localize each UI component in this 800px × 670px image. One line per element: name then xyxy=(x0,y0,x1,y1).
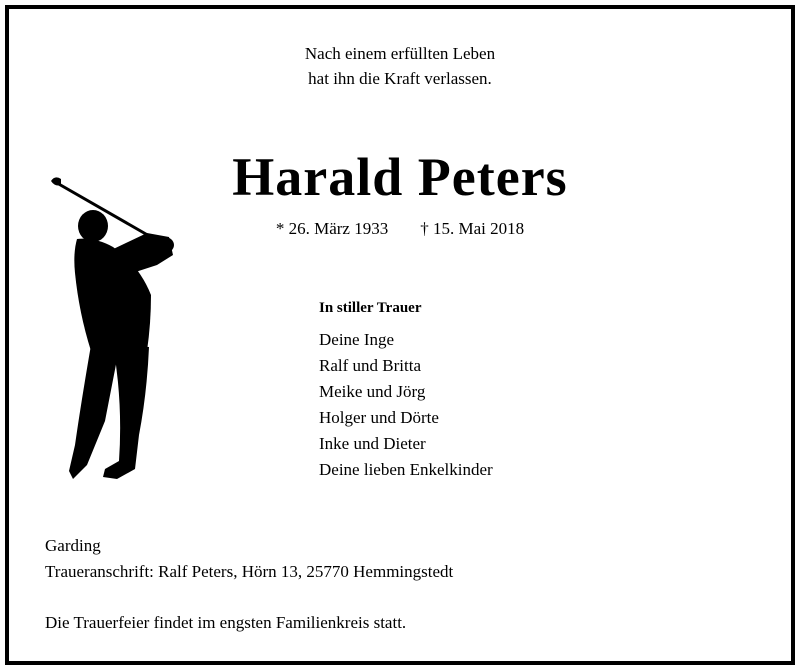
birth-date: * 26. März 1933 xyxy=(275,219,389,238)
mourner-item: Meike und Jörg xyxy=(319,382,426,401)
intro-line-2: hat ihn die Kraft verlassen. xyxy=(308,69,492,88)
mourner-item: Inke und Dieter xyxy=(319,434,426,453)
death-date: † 15. Mai 2018 xyxy=(420,219,525,238)
ceremony-note: Die Trauerfeier findet im engsten Familienkreis statt. xyxy=(45,613,407,632)
mourner-item: Deine lieben Enkelkinder xyxy=(319,460,493,479)
golfer-silhouette-icon xyxy=(47,173,182,485)
mourning-label: In stiller Trauer xyxy=(319,300,422,316)
mourners-list xyxy=(319,327,493,483)
obituary-notice xyxy=(5,5,795,665)
mourning-address: Traueranschrift: Ralf Peters, Hörn 13, 25770 Hemmingstedt xyxy=(45,562,454,581)
intro-line-1: Nach einem erfüllten Leben xyxy=(304,44,496,63)
mourner-item: Ralf und Britta xyxy=(319,356,421,375)
mourner-item: Deine Inge xyxy=(319,330,395,349)
deceased-name: Harald Peters xyxy=(232,147,568,207)
mourner-item: Holger und Dörte xyxy=(319,408,439,427)
place-name: Garding xyxy=(45,536,101,555)
intro-text xyxy=(9,41,791,91)
